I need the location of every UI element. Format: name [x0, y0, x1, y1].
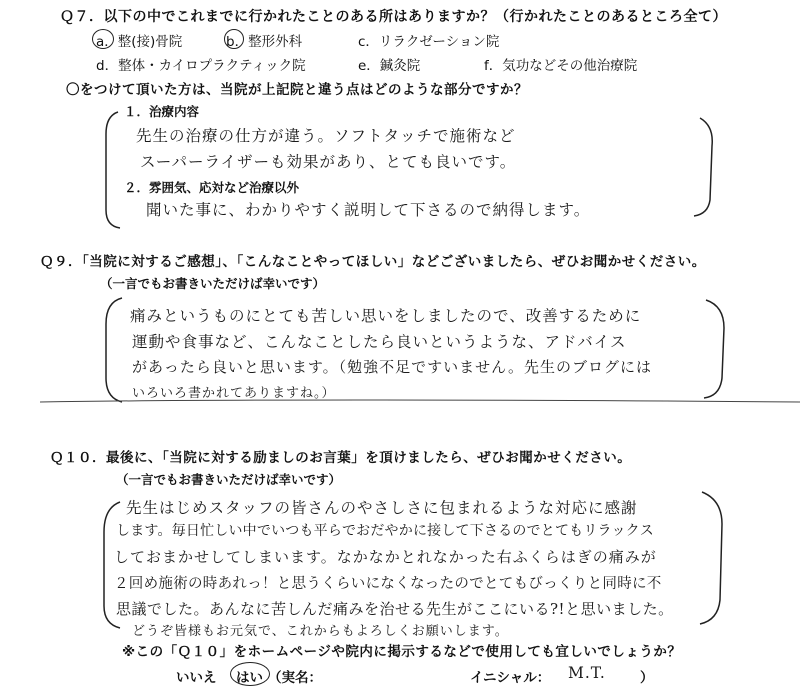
name-label: （実名： — [268, 670, 322, 686]
publish-choice-yes-circle — [230, 662, 270, 686]
q9-note: （一言でもお書きいただけば幸いです） — [100, 276, 326, 291]
q7-option-e[interactable]: e．鍼灸院 — [358, 58, 421, 74]
q7-option-d[interactable]: d．整体・カイロプラクティック院 — [96, 58, 306, 74]
q7-section1-label: １．治療内容 — [124, 104, 200, 119]
q7-option-a-circle — [92, 29, 114, 49]
q7-question: Ｑ７．以下の中でこれまでに行かれたことのある所はありますか？（行かれたことのあるところ全て） — [60, 9, 727, 25]
q10-answer-line6: どうぞ皆様もお元気で、これからもよろしくお願いします。 — [132, 624, 509, 639]
q7-followup: 〇をつけて頂いた方は、当院が上記院と違う点はどのような部分ですか？ — [66, 82, 528, 98]
q10-question: Ｑ１０．最後に、「当院に対する励ましのお言葉」を頂けましたら、ぜひお聞かせください。 — [50, 450, 632, 466]
publish-choice-yes[interactable]: はい — [236, 670, 263, 686]
q10-publish-question: ※この「Ｑ１０」をホームページや院内に掲示するなどで使用しても宜しいでしょうか？ — [122, 644, 682, 660]
q10-answer-line4: ２回め施術の時あれっ！と思うくらいになくなったのでとてもびっくりと同時に不 — [114, 576, 662, 592]
q7-section1-answer-line1: 先生の治療の仕方が違う。ソフトタッチで施術など — [136, 127, 516, 145]
q9-answer-line4: いろいろ書かれてありますね。） — [132, 386, 336, 401]
q9-answer-line3: があったら良いと思います。（勉強不足ですいません。先生のブログには — [132, 358, 653, 376]
publish-choice-no[interactable]: いいえ — [176, 670, 217, 686]
q7-option-b-circle — [224, 29, 244, 49]
q7-option-b[interactable]: b．整形外科 — [226, 34, 303, 50]
q10-note: （一言でもお書きいただけば幸いです） — [116, 472, 342, 487]
initial-value: M.T. — [568, 664, 606, 682]
q7-section2-label: ２．雰囲気、応対など治療以外 — [124, 180, 300, 195]
q10-answer-line1: 先生はじめスタッフの皆さんのやさしさに包まれるような対応に感謝 — [126, 499, 638, 517]
q9-answer-line2: 運動や食事など、こんなことしたら良いというような、アドバイス — [132, 333, 627, 351]
q7-section1-answer-line2: スーパーライザーも効果があり、とても良いです。 — [140, 153, 517, 171]
q10-answer-line5: 思議でした。あんなに苦しんだ痛みを治せる先生がここにいる?!と思いました。 — [116, 600, 674, 618]
q10-answer-line3: しておまかせしてしまいます。なかなかとれなかった右ふくらはぎの痛みが — [114, 548, 657, 566]
q9-question: Ｑ９．「当院に対するご感想」、「こんなことやってほしい」などございましたら、ぜひお聞かせください。 — [40, 254, 706, 270]
initial-label: イニシャル： — [470, 670, 551, 686]
q9-answer-line1: 痛みというものにとても苦しい思いをしましたので、改善するために — [130, 307, 642, 325]
q7-option-c[interactable]: c．リラクゼーション院 — [358, 34, 500, 50]
q7-option-a[interactable]: a．整(接)骨院 — [96, 34, 183, 50]
q10-answer-line2: します。毎日忙しい中でいつも平らでおだやかに接して下さるのでとてもリラックス — [116, 523, 654, 539]
q7-section2-answer: 聞いた事に、わかりやすく説明して下さるので納得します。 — [146, 201, 591, 219]
q7-option-f[interactable]: f．気功などその他治療院 — [484, 58, 638, 74]
close-paren: ） — [640, 670, 654, 686]
